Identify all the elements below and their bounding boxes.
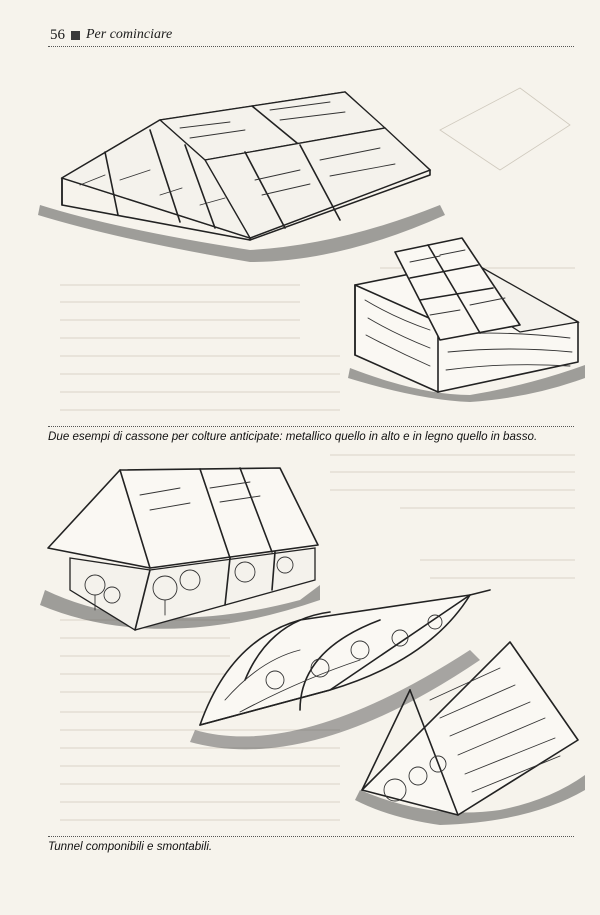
caption-rule-1 xyxy=(48,426,574,427)
figure-caption-1: Due esempi di cassone per colture anticipate: metallico quello in alto e in legno quello in basso. xyxy=(48,430,538,443)
wooden-cold-frame-drawing xyxy=(348,238,585,402)
glass-tunnel-drawing xyxy=(40,468,320,630)
caption-rule-2 xyxy=(48,836,574,837)
figure-caption-2: Tunnel componibili e smontabili. xyxy=(48,840,213,853)
a-frame-tunnel-drawing xyxy=(355,642,585,825)
running-title: Per cominciare xyxy=(86,27,173,42)
metal-cold-frame-drawing xyxy=(38,92,445,262)
page-number: 56 xyxy=(50,26,65,43)
